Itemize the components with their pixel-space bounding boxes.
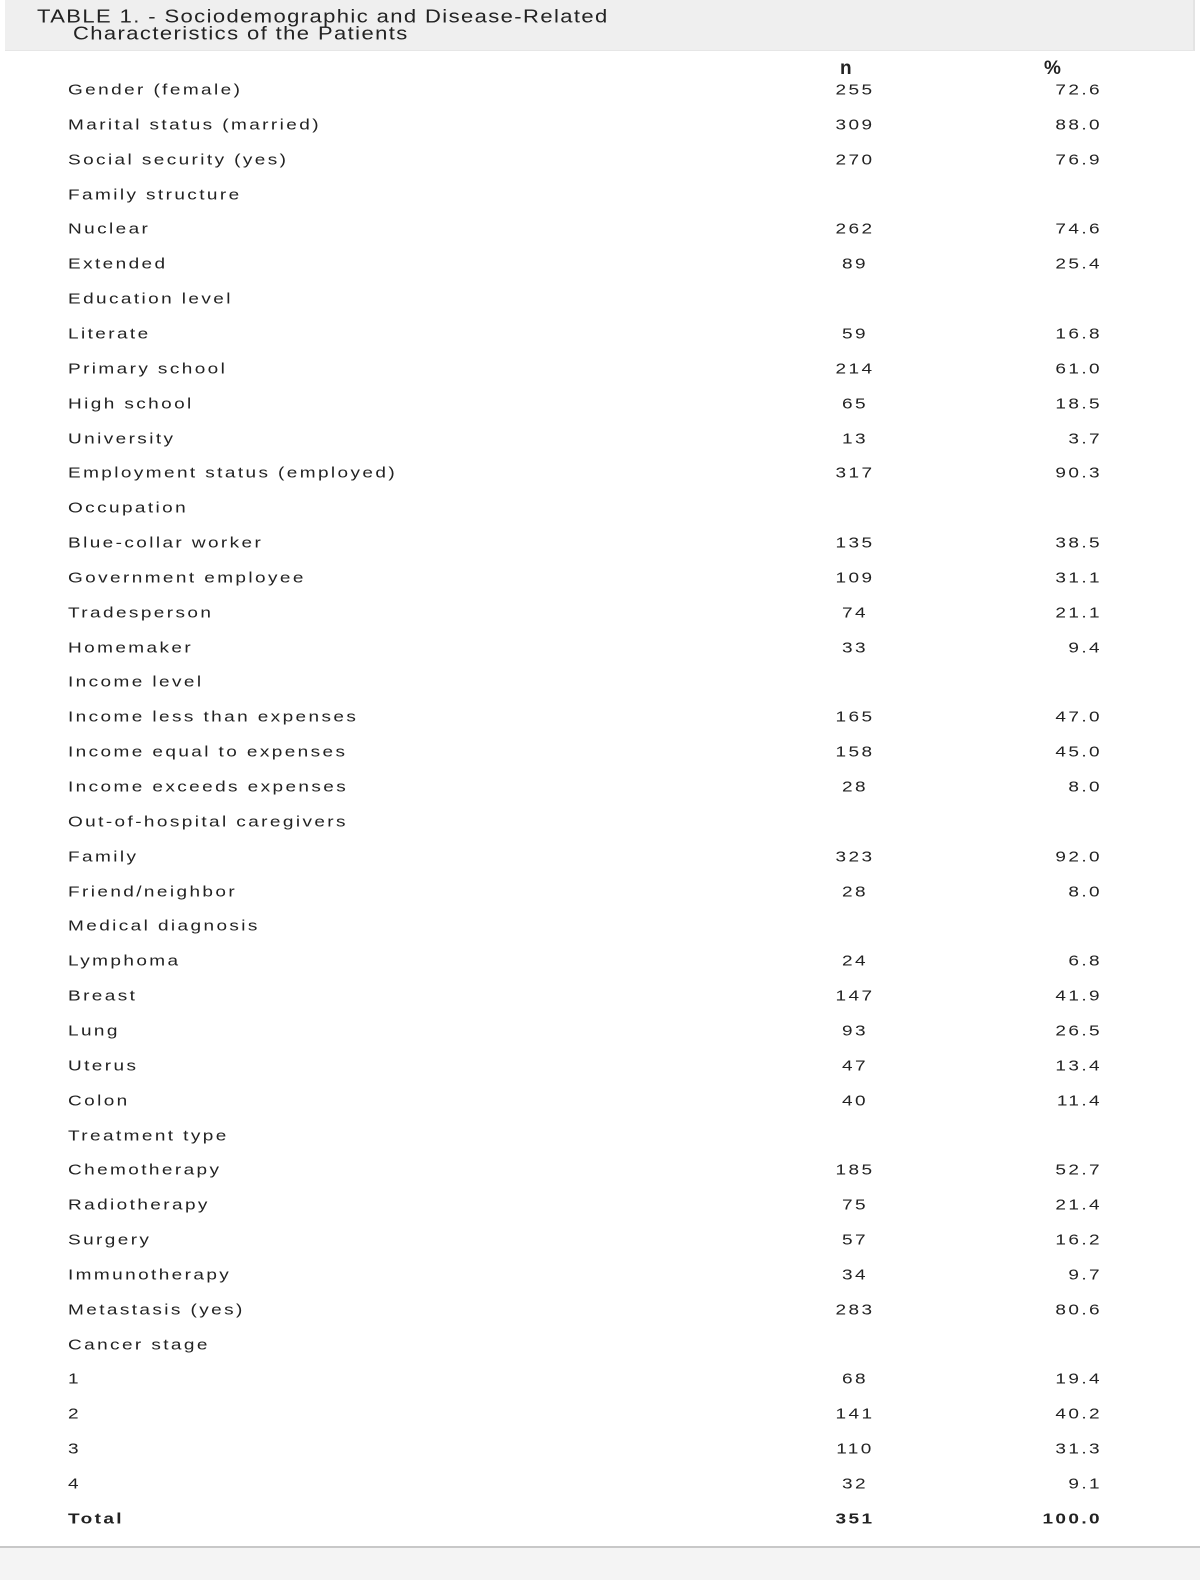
- row-percent-value: 9.7: [1068, 1266, 1102, 1284]
- row-percent-value: 18.5: [1055, 395, 1102, 413]
- row-label: Breast: [68, 988, 138, 1005]
- row-label: Tradesperson: [68, 604, 214, 622]
- table-row: [0, 1023, 1200, 1058]
- row-n-value: 351: [835, 1510, 875, 1528]
- row-n-value: 28: [842, 779, 868, 796]
- table-row: [0, 605, 1200, 640]
- row-percent-value: 3.7: [1068, 430, 1102, 447]
- table-row: [0, 291, 1200, 326]
- row-label: Treatment type: [68, 1127, 229, 1144]
- row-n-value: 147: [835, 988, 875, 1005]
- table-row: [0, 396, 1200, 431]
- row-percent-value: 92.0: [1055, 848, 1102, 866]
- row-percent-value: 74.6: [1055, 221, 1102, 238]
- row-label: Cancer stage: [68, 1336, 210, 1353]
- row-percent-value: 31.1: [1055, 569, 1102, 587]
- row-label: Primary school: [68, 360, 228, 378]
- table-row: [0, 1093, 1200, 1128]
- row-n-value: 57: [842, 1232, 868, 1249]
- table-row: [0, 82, 1200, 117]
- row-n-value: 135: [835, 535, 875, 552]
- row-label: Metastasis (yes): [68, 1301, 245, 1319]
- table-row: [0, 814, 1200, 849]
- row-label: Homemaker: [68, 639, 194, 656]
- row-label: Marital status (married): [68, 116, 321, 134]
- table-row: [0, 1302, 1200, 1337]
- table-row: [0, 1232, 1200, 1267]
- caption-title-line-2: Characteristics of the Patients: [73, 23, 409, 44]
- column-header-percent: %: [1044, 58, 1061, 79]
- table-row: [0, 1197, 1200, 1232]
- total-row: [0, 1511, 1200, 1546]
- table-row: [0, 187, 1200, 222]
- row-n-value: 323: [835, 848, 875, 866]
- table-row: [0, 1162, 1200, 1197]
- table-row: [0, 709, 1200, 744]
- row-label: Radiotherapy: [68, 1197, 210, 1214]
- row-percent-value: 72.6: [1055, 82, 1102, 99]
- table-footer: [0, 1546, 1200, 1580]
- row-percent-value: 25.4: [1055, 256, 1102, 273]
- table-row: [0, 535, 1200, 570]
- row-label: University: [68, 430, 176, 447]
- table-row: [0, 918, 1200, 953]
- row-percent-value: 52.7: [1055, 1162, 1102, 1179]
- row-percent-value: 100.0: [1042, 1510, 1102, 1528]
- table-row: [0, 221, 1200, 256]
- row-percent-value: 80.6: [1055, 1301, 1102, 1319]
- row-percent-value: 40.2: [1055, 1406, 1102, 1423]
- row-percent-value: 31.3: [1055, 1441, 1102, 1458]
- row-n-value: 141: [835, 1406, 875, 1423]
- caption-title-line-1: TABLE 1. - Sociodemographic and Disease-Related: [37, 6, 609, 27]
- row-percent-value: 41.9: [1055, 988, 1102, 1005]
- row-n-value: 165: [835, 709, 875, 726]
- table-row: [0, 361, 1200, 396]
- row-label: Lung: [68, 1022, 120, 1040]
- row-percent-value: 90.3: [1055, 465, 1102, 482]
- row-n-value: 65: [842, 395, 868, 413]
- row-n-value: 262: [835, 221, 875, 238]
- table-row: [0, 1476, 1200, 1511]
- row-percent-value: 6.8: [1068, 953, 1102, 970]
- row-label: Income exceeds expenses: [68, 779, 349, 796]
- row-label: 1: [68, 1371, 81, 1388]
- row-percent-value: 16.2: [1055, 1232, 1102, 1249]
- row-percent-value: 21.1: [1055, 604, 1102, 622]
- row-label: Employment status (employed): [68, 465, 398, 482]
- table-row: [0, 1371, 1200, 1406]
- row-n-value: 32: [842, 1476, 868, 1493]
- row-n-value: 75: [842, 1197, 868, 1214]
- row-label: Friend/neighbor: [68, 883, 238, 900]
- table-row: [0, 849, 1200, 884]
- row-percent-value: 47.0: [1055, 709, 1102, 726]
- row-label: Social security (yes): [68, 151, 289, 169]
- row-label: High school: [68, 395, 194, 413]
- table-row: [0, 674, 1200, 709]
- row-label: Medical diagnosis: [68, 918, 260, 935]
- row-n-value: 47: [842, 1057, 868, 1075]
- row-n-value: 255: [835, 82, 875, 99]
- row-n-value: 40: [842, 1092, 868, 1110]
- table-row: [0, 117, 1200, 152]
- row-n-value: 270: [835, 151, 875, 169]
- row-percent-value: 11.4: [1056, 1092, 1102, 1110]
- row-n-value: 59: [842, 325, 868, 343]
- table-row: [0, 570, 1200, 605]
- row-label: Income equal to expenses: [68, 744, 348, 761]
- row-percent-value: 61.0: [1055, 360, 1102, 378]
- row-n-value: 68: [842, 1371, 868, 1388]
- row-label: Out-of-hospital caregivers: [68, 813, 348, 831]
- row-n-value: 24: [842, 953, 868, 970]
- row-label: Education level: [68, 291, 233, 308]
- row-percent-value: 9.4: [1068, 639, 1102, 656]
- row-label: 4: [68, 1476, 81, 1493]
- row-percent-value: 76.9: [1055, 151, 1102, 169]
- row-percent-value: 16.8: [1055, 325, 1102, 343]
- table-row: [0, 1441, 1200, 1476]
- row-label: Family: [68, 848, 139, 866]
- row-label: Gender (female): [68, 82, 243, 99]
- table-row: [0, 779, 1200, 814]
- row-n-value: 93: [842, 1022, 868, 1040]
- row-label: Income less than expenses: [68, 709, 359, 726]
- row-n-value: 89: [842, 256, 868, 273]
- table-row: [0, 500, 1200, 535]
- row-n-value: 309: [835, 116, 875, 134]
- table-row: [0, 1058, 1200, 1093]
- row-label: Family structure: [68, 186, 242, 203]
- row-percent-value: 8.0: [1068, 883, 1102, 900]
- row-percent-value: 21.4: [1055, 1197, 1102, 1214]
- row-label: 3: [68, 1441, 81, 1458]
- table-row: [0, 152, 1200, 187]
- table-row: [0, 1406, 1200, 1441]
- table-row: [0, 326, 1200, 361]
- row-percent-value: 45.0: [1055, 744, 1102, 761]
- row-percent-value: 9.1: [1068, 1476, 1102, 1493]
- row-label: Lymphoma: [68, 953, 181, 970]
- row-n-value: 283: [835, 1301, 875, 1319]
- row-label: Immunotherapy: [68, 1266, 232, 1284]
- table-row: [0, 256, 1200, 291]
- row-label: Uterus: [68, 1057, 139, 1075]
- row-percent-value: 8.0: [1068, 779, 1102, 796]
- table-row: [0, 988, 1200, 1023]
- table-row: [0, 884, 1200, 919]
- row-label: Government employee: [68, 569, 306, 587]
- row-label: Colon: [68, 1092, 130, 1110]
- row-label: Nuclear: [68, 221, 151, 238]
- table-row: [0, 431, 1200, 466]
- row-percent-value: 88.0: [1055, 116, 1102, 134]
- table-row: [0, 1267, 1200, 1302]
- row-percent-value: 13.4: [1055, 1057, 1102, 1075]
- table-row: [0, 1337, 1200, 1372]
- row-n-value: 34: [842, 1266, 868, 1284]
- column-header-n: n: [840, 58, 852, 79]
- table-row: [0, 465, 1200, 500]
- row-label: Income level: [68, 674, 204, 691]
- row-n-value: 317: [835, 465, 875, 482]
- row-label: Extended: [68, 256, 168, 273]
- row-label: Blue-collar worker: [68, 535, 264, 552]
- row-n-value: 74: [842, 604, 868, 622]
- row-label: Literate: [68, 325, 151, 343]
- row-n-value: 185: [835, 1162, 875, 1179]
- row-label: 2: [68, 1406, 81, 1423]
- table-row: [0, 953, 1200, 988]
- row-percent-value: 26.5: [1055, 1022, 1102, 1040]
- row-n-value: 109: [835, 569, 875, 587]
- table-row: [0, 744, 1200, 779]
- row-label: Total: [68, 1510, 124, 1528]
- row-n-value: 214: [835, 360, 875, 378]
- row-n-value: 110: [836, 1441, 874, 1458]
- row-label: Chemotherapy: [68, 1162, 222, 1179]
- row-percent-value: 38.5: [1055, 535, 1102, 552]
- table-row: [0, 1128, 1200, 1163]
- table-caption: [5, 0, 1195, 51]
- row-n-value: 33: [842, 639, 868, 656]
- row-n-value: 13: [842, 430, 868, 447]
- row-percent-value: 19.4: [1055, 1371, 1102, 1388]
- row-label: Occupation: [68, 500, 189, 517]
- table-row: [0, 640, 1200, 675]
- row-n-value: 28: [842, 883, 868, 900]
- row-n-value: 158: [835, 744, 875, 761]
- row-label: Surgery: [68, 1232, 152, 1249]
